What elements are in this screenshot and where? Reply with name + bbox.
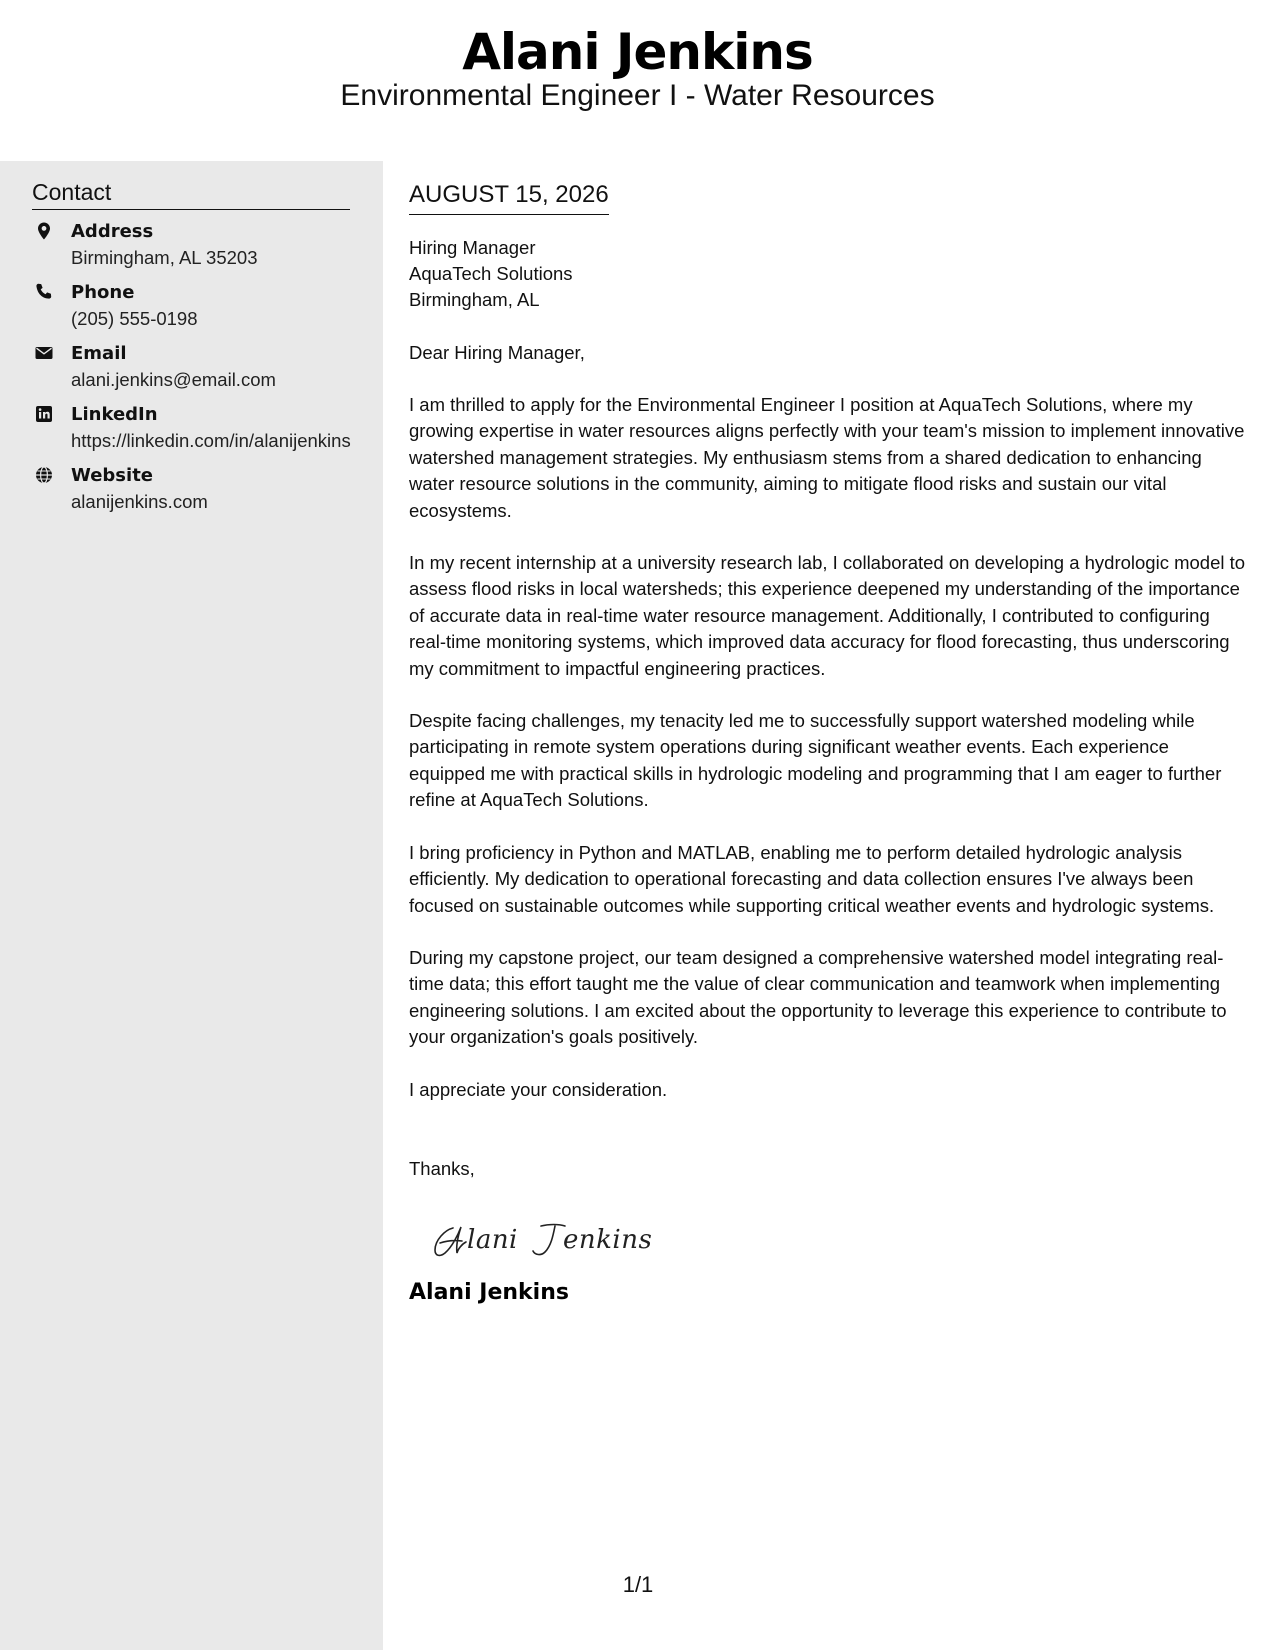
letter-header [0, 22, 1275, 114]
letter-paragraph: I bring proficiency in Python and MATLAB, enabling me to perform detailed hydrologic analysis efficiently. My dedication to operational forecasting and data collection ensures I've always been focused on sustainable outcomes while supporting critical weather events and hydrologic systems. [409, 841, 1215, 916]
recipient-line: AquaTech Solutions [409, 263, 573, 284]
recipient-line: Hiring Manager [409, 237, 536, 258]
letter-paragraph: During my capstone project, our team designed a comprehensive watershed model integrating real-time data; this effort taught me the value of clear communication and teamwork when implementing engineering solutions. I am excited about the opportunity to leverage this experience to contribute to your organization's goals positively. [409, 946, 1227, 1048]
signer-name: Alani Jenkins [409, 1279, 569, 1305]
contact-label: Email [71, 343, 127, 364]
letter-paragraph: I am thrilled to apply for the Environmental Engineer I position at AquaTech Solutions, where my growing expertise in water resources aligns perfectly with your team's mission to implement innovative watershed management strategies. My enthusiasm stems from a shared dedication to enhancing water resource solutions in the community, aiming to mitigate flood risks and sustain our vital ecosystems. [409, 394, 1245, 521]
contact-item-phone [32, 280, 352, 331]
globe-icon [34, 465, 54, 485]
svg-text:enkins: enkins [563, 1224, 653, 1255]
linkedin-icon [34, 404, 54, 424]
applicant-name: Alani Jenkins [462, 23, 813, 81]
address-value: Birmingham, AL 35203 [71, 247, 258, 268]
contact-item-email [32, 341, 352, 392]
contact-heading: Contact [32, 177, 350, 210]
page-number: 1/1 [622, 1572, 654, 1597]
linkedin-value[interactable]: https://linkedin.com/in/alanijenkins [71, 430, 351, 451]
contact-label: Website [71, 465, 154, 486]
phone-value: (205) 555-0198 [71, 308, 198, 329]
contact-item-website [32, 463, 352, 514]
envelope-icon [34, 343, 54, 363]
letter-paragraph: Despite facing challenges, my tenacity led me to successfully support watershed modeling while participating in remote system operations during significant weather events. Each experience equipped me with practical skills in hydrologic modeling and programming that I am eager to further refine at AquaTech Solutions. [409, 710, 1222, 811]
contact-item-address [32, 219, 352, 270]
contact-list [32, 219, 352, 524]
recipient-block [409, 235, 1249, 313]
job-title: Environmental Engineer I - Water Resources [340, 79, 935, 112]
handwritten-signature [423, 1214, 663, 1264]
contact-label: Address [71, 221, 154, 242]
letter-paragraph: In my recent internship at a university research lab, I collaborated on developing a hydrologic model to assess flood risks in local watersheds; this experience deepened my understanding of the importance of accurate data in real-time water resource management. Additionally, I contributed to configuring real-time monitoring systems, which improved data accuracy for flood forecasting, thus underscoring my commitment to impactful engineering practices. [409, 552, 1246, 679]
contact-label: Phone [71, 282, 135, 303]
contact-item-linkedin [32, 402, 352, 453]
location-pin-icon [34, 221, 54, 241]
email-value[interactable]: alani.jenkins@email.com [71, 369, 276, 390]
contact-label: LinkedIn [71, 404, 158, 425]
letter-body [409, 178, 1249, 1308]
phone-icon [34, 282, 54, 302]
closing-line: Thanks, [409, 1157, 475, 1179]
recipient-line: Birmingham, AL [409, 289, 540, 310]
letter-date: AUGUST 15, 2026 [409, 178, 609, 215]
contact-sidebar [0, 161, 383, 1650]
website-value[interactable]: alanijenkins.com [71, 491, 208, 512]
svg-text:lani: lani [467, 1224, 518, 1255]
salutation: Dear Hiring Manager, [409, 342, 585, 363]
letter-paragraph: I appreciate your consideration. [409, 1078, 668, 1100]
